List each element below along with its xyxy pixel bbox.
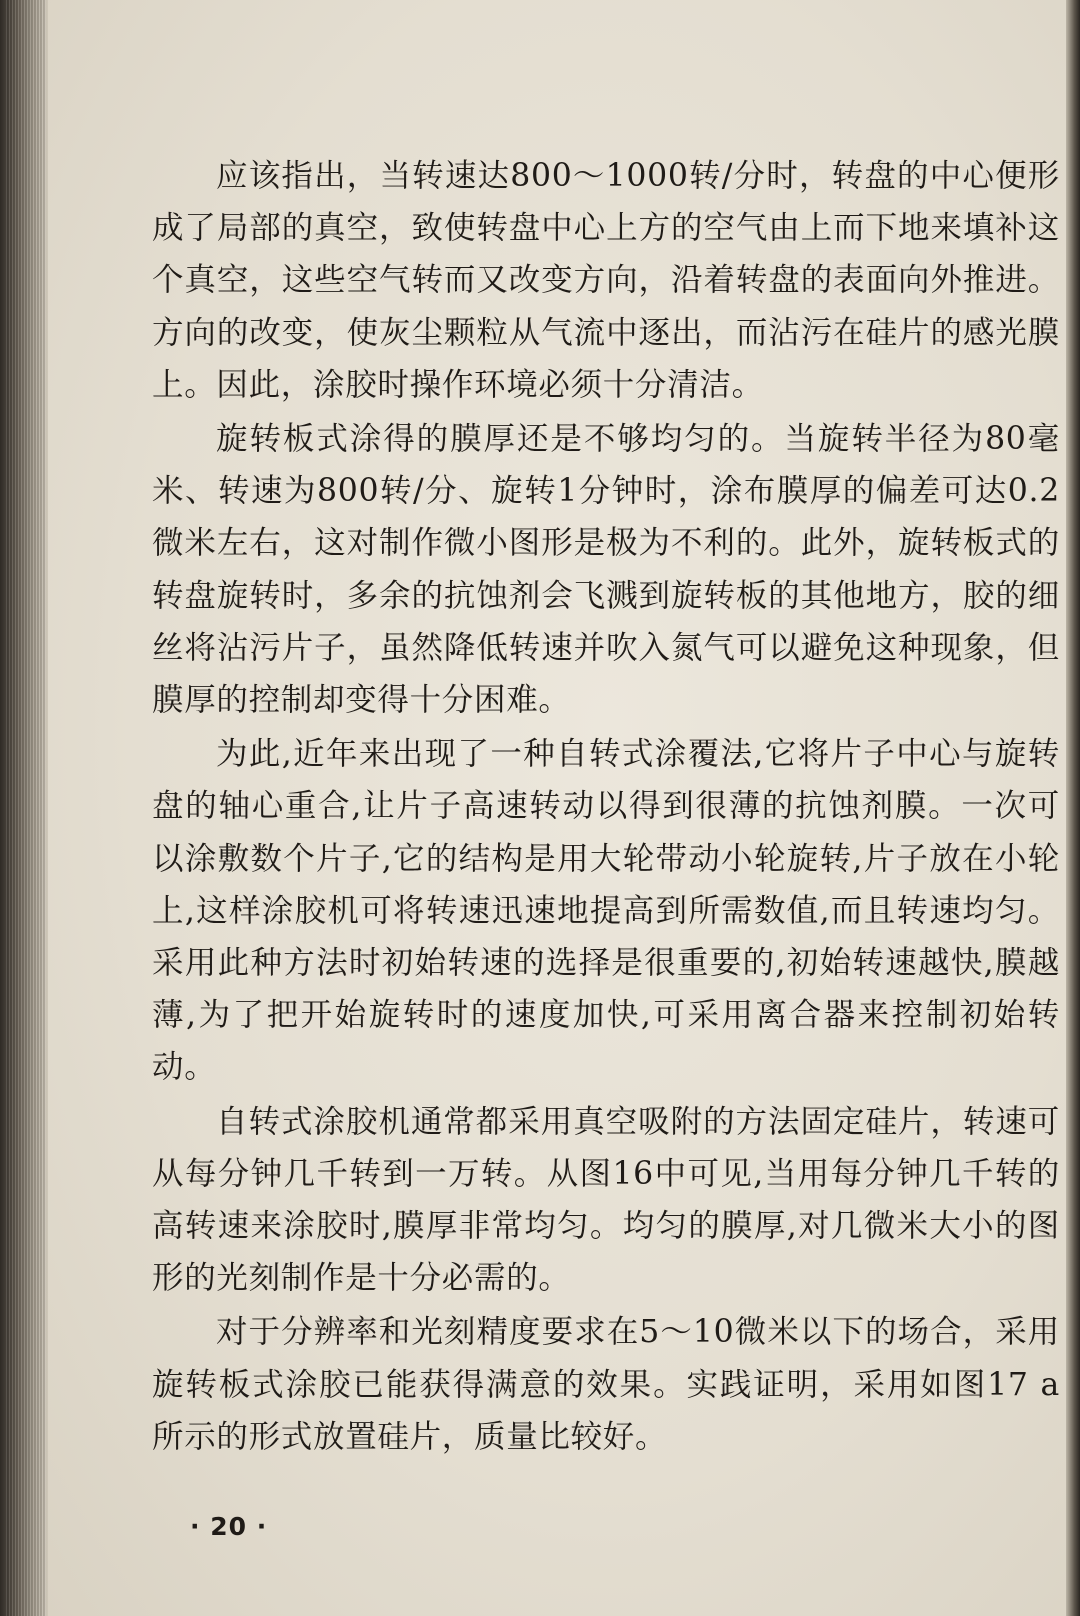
- body-text: [152, 150, 1060, 1465]
- paragraph-resolution: 对于分辨率和光刻精度要求在5～10微米以下的场合，采用旋转板式涂胶已能获得满意的效果。实践证明，采用如图17 a所示的形式放置硅片，质量比较好。: [152, 1314, 1060, 1455]
- scan-right-edge: [1066, 0, 1080, 1616]
- paragraph-self-spin-coating: 为此,近年来出现了一种自转式涂覆法,它将片子中心与旋转盘的轴心重合,让片子高速转动以得到很薄的抗蚀剂膜。一次可以涂敷数个片子,它的结构是用大轮带动小轮旋转,片子放在小轮上,这样涂胶机可将转速迅速地提高到所需数值,而且转速均匀。采用此种方法时初始转速的选择是很重要的,初始转速越快,膜越薄,为了把开始旋转时的速度加快,可采用离合器来控制初始转动。: [152, 736, 1060, 1086]
- page-edges: [6, 0, 46, 1616]
- page-number: · 20 ·: [190, 1512, 268, 1541]
- paragraph-vacuum-dust: 应该指出，当转速达800～1000转/分时，转盘的中心便形成了局部的真空，致使转盘中心上方的空气由上而下地来填补这个真空，这些空气转而又改变方向，沿着转盘的表面向外推进。方向的改变，使灰尘颗粒从气流中逐出，而沾污在硅片的感光膜上。因此，涂胶时操作环境必须十分清洁。: [152, 158, 1060, 403]
- paragraph-spin-plate-thickness: 旋转板式涂得的膜厚还是不够均匀的。当旋转半径为80毫米、转速为800转/分、旋转1分钟时，涂布膜厚的偏差可达0.2微米左右，这对制作微小图形是极为不利的。此外，旋转板式的转盘旋转时，多余的抗蚀剂会飞溅到旋转板的其他地方，胶的细丝将沾污片子，虽然降低转速并吹入氮气可以避免这种现象，但膜厚的控制却变得十分困难。: [152, 421, 1060, 719]
- paragraph-vacuum-chuck: 自转式涂胶机通常都采用真空吸附的方法固定硅片，转速可从每分钟几千转到一万转。从图16中可见,当用每分钟几千转的高转速来涂胶时,膜厚非常均匀。均匀的膜厚,对几微米大小的图形的光刻制作是十分必需的。: [152, 1103, 1060, 1297]
